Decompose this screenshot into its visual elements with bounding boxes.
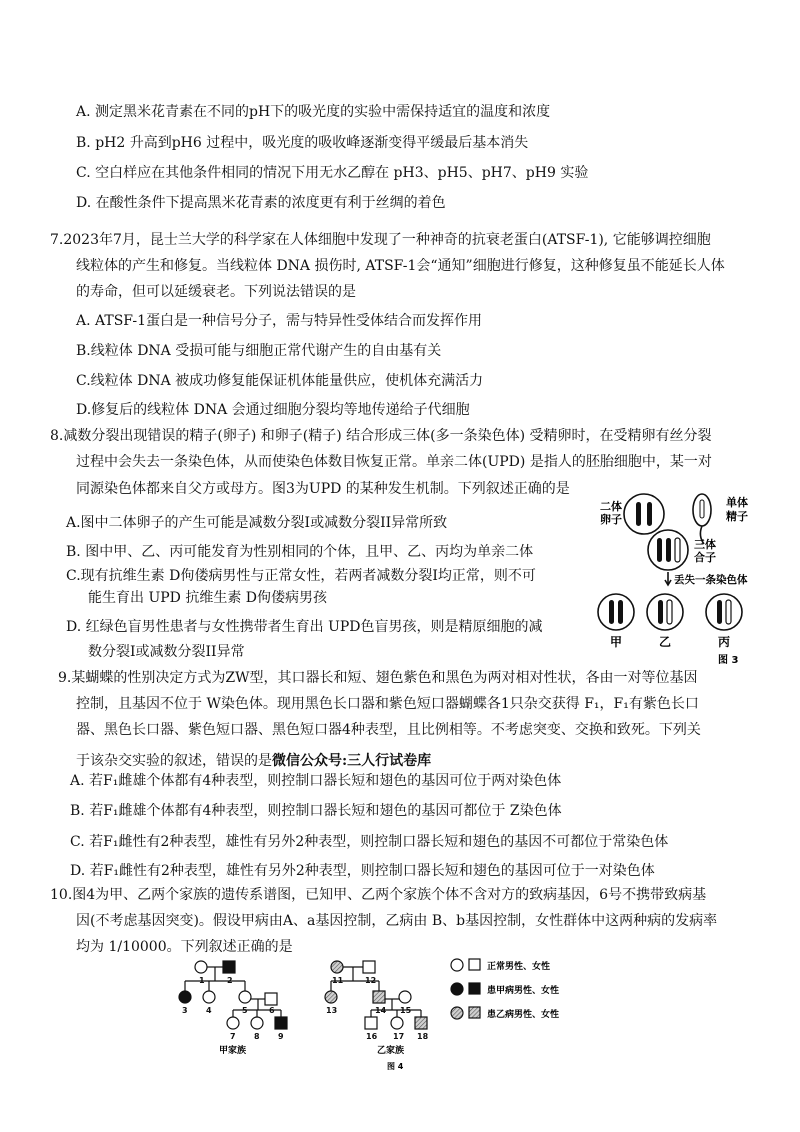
sperm-label-line1: 单体 <box>726 496 748 509</box>
q6-option-d: D. 在酸性条件下提高黑米花青素的浓度更有利于丝绸的着色 <box>76 195 446 211</box>
pedigree-id: 8 <box>254 1032 260 1041</box>
q10-stem-line3: 均为 1/10000。下列叙述正确的是 <box>76 939 293 955</box>
q9-stem-line4 <box>76 752 431 770</box>
pedigree-jia-2 <box>223 961 235 973</box>
pedigree-jia-6 <box>265 993 277 1005</box>
pedigree-jia-5 <box>239 991 251 1003</box>
pedigree-id: 17 <box>393 1032 405 1041</box>
pedigree-jia-3 <box>179 991 191 1003</box>
watermark-text: 微信公众号:三人行试卷库 <box>272 753 432 769</box>
diploid-egg-cell <box>624 494 664 534</box>
zygote-label-line2: 合子 <box>694 551 716 564</box>
q7-stem-line1: 7.2023年7月，昆士兰大学的科学家在人体细胞中发现了一种神奇的抗衰老蛋白(ATSF-1), 它能够调控细胞 <box>50 232 711 248</box>
q7-stem-line2: 线粒体的产生和修复。当线粒体 DNA 损伤时, ATSF-1会“通知”细胞进行修复，这种修复虽不能延长人体 <box>76 258 725 274</box>
q9-stem-line1: 9.某蝴蝶的性别决定方式为ZW型，其口器长和短、翅色紫色和黑色为两对相对性状，各由一对等位基因 <box>58 670 698 686</box>
q7-stem-line3: 的寿命，但可以延缓衰老。下列说法错误的是 <box>76 284 356 300</box>
pedigree-yi-18 <box>415 1017 427 1029</box>
q8-stem-line3: 同源染色体都来自父方或母方。图3为UPD 的某种发生机制。下列叙述正确的是 <box>76 481 570 497</box>
q10-stem-line1: 10.图4为甲、乙两个家族的遗传系谱图，已知甲、乙两个家族个体不含对方的致病基因，6号不携带致病基 <box>50 887 707 903</box>
family-yi-label: 乙家族 <box>377 1046 405 1056</box>
legend-yi-female-icon <box>451 1007 463 1019</box>
legend-yi-label: 患乙病男性、女性 <box>487 1010 560 1020</box>
pedigree-jia-4 <box>203 991 215 1003</box>
pedigree-id: 15 <box>400 1006 412 1015</box>
q7-option-b: B.线粒体 DNA 受损可能与细胞正常代谢产生的自由基有关 <box>76 343 442 359</box>
q9-option-a: A. 若F₁雌雄个体都有4种表型，则控制口器长短和翅色的基因可位于两对染色体 <box>70 773 562 789</box>
q9-stem-line3: 器、黑色长口器、紫色短口器、黑色短口器4种表型，且比例相等。不考虑突变、交换和致死。下列关 <box>76 722 701 738</box>
pedigree-id: 11 <box>332 976 344 985</box>
q6-option-c: C. 空白样应在其他条件相同的情况下用无水乙醇在 pH3、pH5、pH7、pH9 实验 <box>76 165 589 181</box>
q8-option-b: B. 图中甲、乙、丙可能发育为性别相同的个体，且甲、乙、丙均为单亲二体 <box>66 544 534 560</box>
pedigree-id: 5 <box>242 1006 248 1015</box>
q6-option-a: A. 测定黑米花青素在不同的pH下的吸光度的实验中需保持适宜的温度和浓度 <box>76 104 551 120</box>
sperm-label-line2: 精子 <box>726 510 748 523</box>
q7-option-a: A. ATSF-1蛋白是一种信号分子，需与特异性受体结合而发挥作用 <box>76 313 483 329</box>
pedigree-id: 1 <box>199 976 205 985</box>
pedigree-yi-14 <box>373 991 385 1003</box>
pedigree-id: 7 <box>230 1032 236 1041</box>
pedigree-id: 18 <box>417 1032 429 1041</box>
figure-3-upd-mechanism <box>594 490 784 670</box>
figure-4-caption: 图 4 <box>387 1062 404 1071</box>
pedigree-jia-7 <box>227 1017 239 1029</box>
pedigree-id: 12 <box>365 976 377 985</box>
loss-label: 丢失一条染色体 <box>674 574 748 586</box>
q8-option-c-line2: 能生育出 UPD 抗维生素 D佝偻病男孩 <box>88 590 328 606</box>
pedigree-id: 14 <box>375 1006 387 1015</box>
q9-option-b: B. 若F₁雌雄个体都有4种表型，则控制口器长短和翅色的基因可都位于 Z染色体 <box>70 803 562 819</box>
q7-option-c: C.线粒体 DNA 被成功修复能保证机体能量供应，使机体充满活力 <box>76 373 484 389</box>
pedigree-id: 4 <box>206 1006 212 1015</box>
pedigree-yi-15 <box>399 991 411 1003</box>
figure-3-caption: 图 3 <box>718 655 739 666</box>
legend-jia-male-icon <box>469 983 480 994</box>
pedigree-id: 3 <box>182 1006 188 1015</box>
legend-jia-label: 患甲病男性、女性 <box>487 986 560 996</box>
q9-option-c: C. 若F₁雌性有2种表型，雄性有另外2种表型，则控制口器长短和翅色的基因不可都位于常染色体 <box>70 834 669 850</box>
pedigree-jia-8 <box>251 1017 263 1029</box>
legend-jia-female-icon <box>451 983 463 995</box>
pedigree-id: 2 <box>227 976 233 985</box>
child-cell-bing <box>706 594 742 630</box>
legend-yi-male-icon <box>469 1007 480 1018</box>
pedigree-id: 13 <box>326 1006 338 1015</box>
q8-option-d-line2: 数分裂I或减数分裂II异常 <box>88 644 245 660</box>
q10-stem-line2: 因(不考虑基因突变)。假设甲病由A、a基因控制，乙病由 B、b基因控制，女性群体中这两种病的发病率 <box>76 913 718 929</box>
q9-stem-line4-text: 于该杂交实验的叙述，错误的是 <box>76 753 272 769</box>
child-cell-yi <box>647 594 683 630</box>
child-label-jia: 甲 <box>610 635 623 649</box>
q6-option-b: B. pH2 升高到pH6 过程中，吸光度的吸收峰逐渐变得平缓最后基本消失 <box>76 135 529 151</box>
q8-option-a: A.图中二体卵子的产生可能是减数分裂I或减数分裂II异常所致 <box>66 515 448 531</box>
figure-4-pedigree <box>165 955 615 1085</box>
pedigree-yi-12 <box>363 961 375 973</box>
child-cell-jia <box>598 594 634 630</box>
pedigree-yi-17 <box>391 1017 403 1029</box>
pedigree-jia-1 <box>195 961 207 973</box>
pedigree-yi-16 <box>365 1017 377 1029</box>
q8-option-d-line1: D. 红绿色盲男性患者与女性携带者生育出 UPD色盲男孩，则是精原细胞的减 <box>66 619 543 635</box>
q9-option-d: D. 若F₁雌性有2种表型，雄性有另外2种表型，则控制口器长短和翅色的基因可位于一对染色体 <box>70 863 655 879</box>
q7-option-d: D.修复后的线粒体 DNA 会通过细胞分裂均等地传递给子代细胞 <box>76 402 470 418</box>
q8-stem-line2: 过程中会失去一条染色体，从而使染色体数目恢复正常。单亲二体(UPD) 是指人的胚胎细胞中，某一对 <box>76 454 712 470</box>
child-label-yi: 乙 <box>659 635 672 649</box>
child-label-bing: 丙 <box>718 635 731 649</box>
pedigree-yi-11 <box>331 961 343 973</box>
legend-normal-male-icon <box>469 959 480 970</box>
legend-normal-female-icon <box>451 959 463 971</box>
legend-normal-label: 正常男性、女性 <box>487 962 551 972</box>
q8-option-c-line1: C.现有抗维生素 D佝偻病男性与正常女性，若两者减数分裂I均正常，则不可 <box>66 568 536 584</box>
pedigree-yi-13 <box>325 991 337 1003</box>
family-jia-label: 甲家族 <box>219 1046 247 1056</box>
pedigree-jia-9 <box>275 1017 287 1029</box>
pedigree-id: 16 <box>366 1032 378 1041</box>
zygote-label-line1: 三体 <box>694 538 716 551</box>
pedigree-id: 6 <box>269 1006 275 1015</box>
q9-stem-line2: 控制，且基因不位于 W染色体。现用黑色长口器和紫色短口器蝴蝶各1只杂交获得 F₁，F₁有紫色长口 <box>76 696 699 712</box>
egg-label-line2: 卵子 <box>600 513 622 526</box>
q8-stem-line1: 8.减数分裂出现错误的精子(卵子) 和卵子(精子) 结合形成三体(多一条染色体) 受精卵时，在受精卵有丝分裂 <box>50 428 712 444</box>
egg-label-line1: 二体 <box>600 500 622 513</box>
pedigree-id: 9 <box>278 1032 284 1041</box>
